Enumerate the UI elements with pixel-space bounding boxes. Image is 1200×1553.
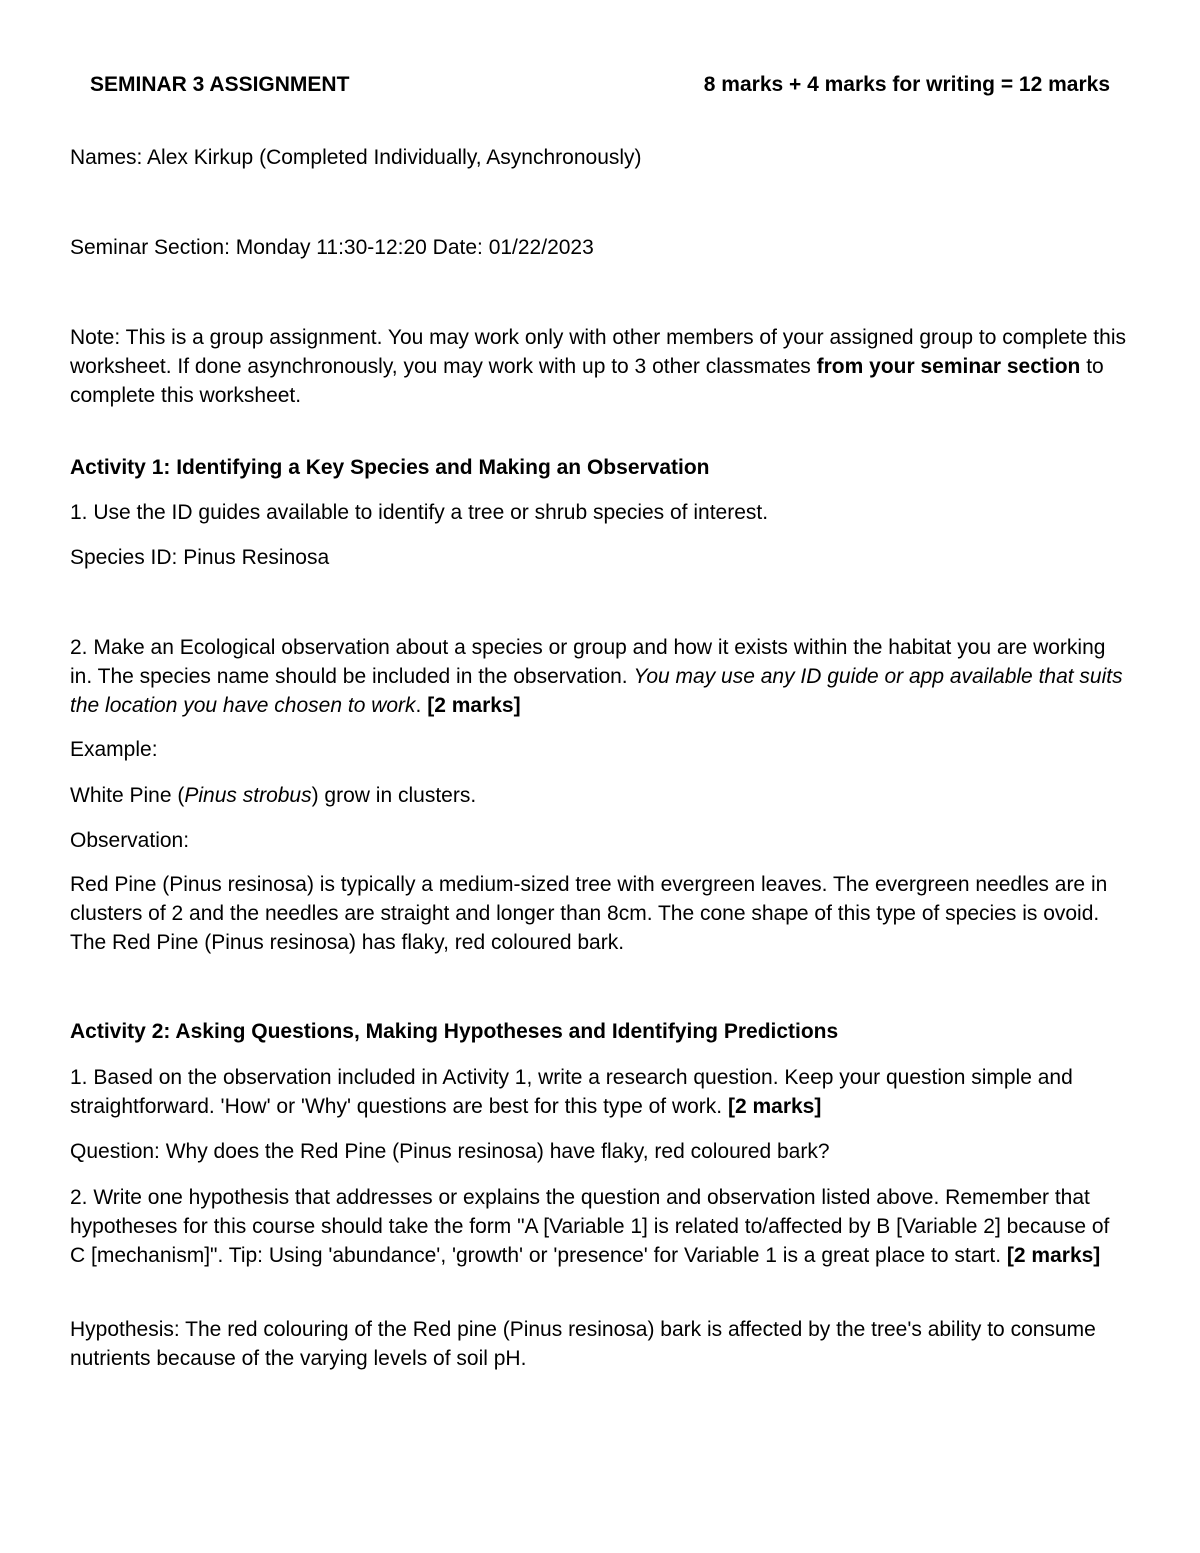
question2-marks: [2 marks] <box>427 694 521 717</box>
activity2-question1 <box>70 1063 1130 1121</box>
question2-punct: . <box>415 694 428 717</box>
example-label: Example: <box>70 738 158 761</box>
activity1-heading: Activity 1: Identifying a Key Species and Making an Observation <box>70 456 710 479</box>
example-pre: White Pine ( <box>70 784 185 807</box>
seminar-section-line: Seminar Section: Monday 11:30-12:20 Date: 01/22/2023 <box>70 236 594 259</box>
activity1-question1: 1. Use the ID guides available to identify a tree or shrub species of interest. <box>70 501 769 524</box>
activity1-question2 <box>70 633 1130 720</box>
note-emphasis: from your seminar section <box>816 355 1081 378</box>
a2q1-text: 1. Based on the observation included in Activity 1, write a research question. Keep your question simple and straightforward. 'How' or 'Why' questions are best for this type of work. <box>70 1066 1073 1118</box>
group-note <box>70 323 1130 410</box>
document-header <box>90 70 1110 100</box>
marks-summary: 8 marks + 4 marks for writing = 12 marks <box>703 73 1110 96</box>
species-id-answer: Species ID: Pinus Resinosa <box>70 546 330 569</box>
activity2-question2 <box>70 1183 1130 1270</box>
a2q2-marks: [2 marks] <box>1006 1244 1101 1267</box>
names-line: Names: Alex Kirkup (Completed Individually, Asynchronously) <box>70 146 642 169</box>
question2-italic: You may use any ID guide or app available that suits the location you have chosen to work <box>70 665 1123 717</box>
question2-text: 2. Make an Ecological observation about a species or group and how it exists within the habitat you are working in. The species name should be included in the observation. <box>70 636 1106 688</box>
note-text-end: to complete this worksheet. <box>70 355 1104 407</box>
activity2-heading: Activity 2: Asking Questions, Making Hypotheses and Identifying Predictions <box>70 1020 839 1043</box>
a2q2-text: 2. Write one hypothesis that addresses or explains the question and observation listed above. Remember that hypotheses for this course should take the form "A [Variable 1] is related to/affected by B [Variable 2] because of C [mechanism]". Tip: Using 'abundance', 'growth' or 'presence' for Variable 1 is a great place to start. <box>70 1186 1110 1267</box>
research-question-answer: Question: Why does the Red Pine (Pinus resinosa) have flaky, red coloured bark? <box>70 1140 830 1163</box>
example-post: ) grow in clusters. <box>311 784 477 807</box>
a2q1-marks: [2 marks] <box>727 1095 822 1118</box>
note-text: Note: This is a group assignment. You may work only with other members of your assigned group to complete this worksheet. If done asynchronously, you may work with up to 3 other classmates <box>70 326 1126 378</box>
observation-answer: Red Pine (Pinus resinosa) is typically a medium-sized tree with evergreen leaves. The evergreen needles are in clusters of 2 and the needles are straight and longer than 8cm. The cone shape of this type of species is ovoid. The Red Pine (Pinus resinosa) has flaky, red coloured bark. <box>70 873 1108 954</box>
example-text <box>70 781 1130 810</box>
observation-label: Observation: <box>70 829 190 852</box>
example-species: Pinus strobus <box>184 784 312 807</box>
assignment-title: SEMINAR 3 ASSIGNMENT <box>90 73 350 96</box>
hypothesis-answer: Hypothesis: The red colouring of the Red pine (Pinus resinosa) bark is affected by the tree's ability to consume nutrients because of the varying levels of soil pH. <box>70 1318 1096 1370</box>
